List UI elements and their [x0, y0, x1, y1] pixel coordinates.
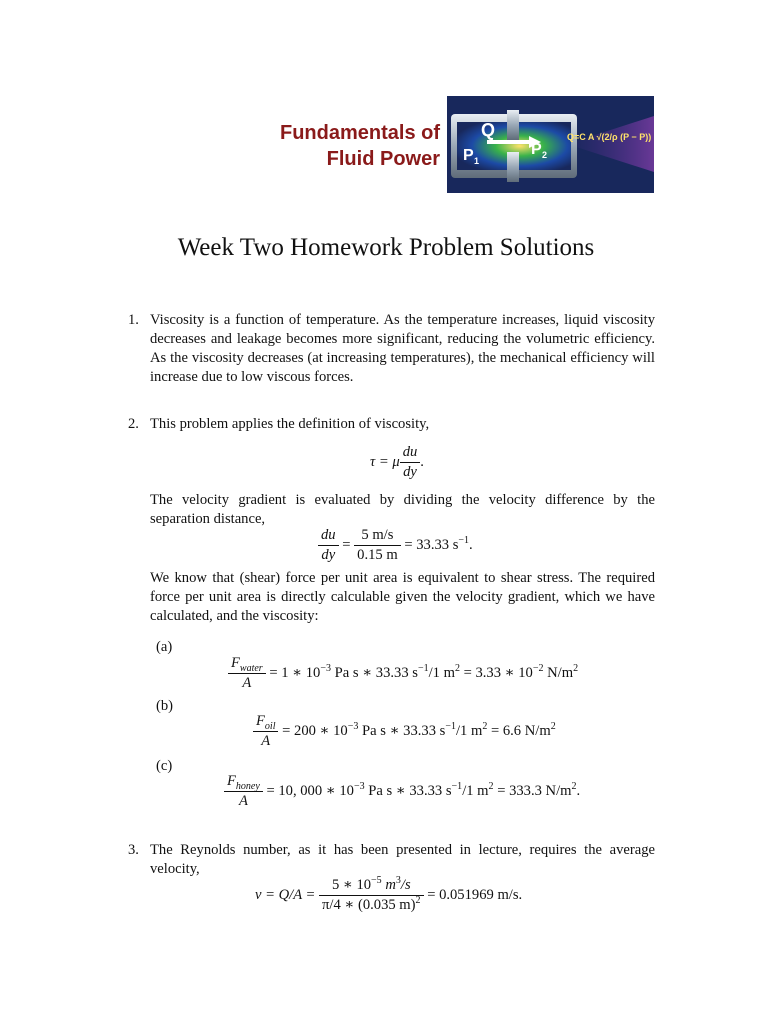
problem-1-text: Viscosity is a function of temperature. As the temperature increases, liquid viscosity decreases and leakage becomes more significant, reducing the volumetric efficiency. As the viscosity decreases (at increasing temperatures), the mechanical efficiency will increase due to low viscous forces.	[150, 312, 655, 385]
page-title: Week Two Homework Problem Solutions	[177, 234, 595, 261]
svg-text:2: 2	[542, 150, 548, 160]
problem-2-number: 2.	[128, 416, 139, 432]
orifice-formula: Q=C A √(2/ρ (P − P))	[567, 132, 652, 142]
logo-graphic	[447, 96, 654, 193]
logo-text	[250, 120, 440, 172]
part-a-equation: $\frac{F_{water}}{A}$ = 1 ∗ $10^{-3}$ Pa s ∗ 33.33 $s^{-1}/1$ $m^2 = 3.33$ ∗ $10^{-2}$ $N/m^2$	[228, 654, 578, 693]
velocity-gradient-equation: $\frac{du}{dy}$ = $\frac{5 m/s}{0.15 m}$ = 33.33 $s^{-1}$.	[318, 526, 473, 565]
part-c-label: (c)	[156, 758, 173, 774]
problem-1-number: 1.	[128, 312, 139, 328]
svg-text:1: 1	[474, 156, 480, 166]
logo-line2: Fluid Power	[326, 148, 440, 170]
fluid-valve-illustration	[447, 96, 654, 193]
problem-2-text2: The velocity gradient is evaluated by dividing the velocity difference by the separation distance,	[150, 492, 655, 527]
part-c-equation: $\frac{F_{honey}}{A}$ = 10, 000 ∗ $10^{-3}$ Pa s ∗ 33.33 $s^{-1}/1$ $m^2 = 333.3$ $N/m^2$.	[224, 772, 580, 811]
problem-3-number: 3.	[128, 842, 139, 858]
problem-2-text3: We know that (shear) force per unit area is equivalent to shear stress. The required force per unit area is directly calculable given the velocity gradient, which we have calculated, and the viscosity:	[150, 570, 655, 624]
p1-label: P	[463, 147, 474, 164]
q-label: Q	[481, 120, 496, 140]
velocity-equation: v = Q/A = $\frac{5 ∗ 10^{-5} m^3/s}{\pi/4 ∗ (0.035 m)^2}$ = 0.051969 m/s.	[255, 875, 523, 913]
logo-line1: Fundamentals of	[279, 122, 440, 144]
part-b-label: (b)	[156, 698, 174, 714]
p2-label: P	[531, 141, 542, 158]
part-a-label: (a)	[156, 639, 173, 655]
problem-2-intro: This problem applies the definition of viscosity,	[150, 416, 430, 432]
problem-3-text: The Reynolds number, as it has been presented in lecture, requires the average velocity,	[150, 842, 655, 877]
part-b-equation: $\frac{F_{oil}}{A}$ = 200 ∗ $10^{-3}$ Pa s ∗ 33.33 $s^{-1}/1$ $m^2 = 6.6$ $N/m^2$	[253, 712, 556, 751]
viscosity-equation: τ = μ $\frac{du}{dy}$ .	[370, 444, 424, 480]
